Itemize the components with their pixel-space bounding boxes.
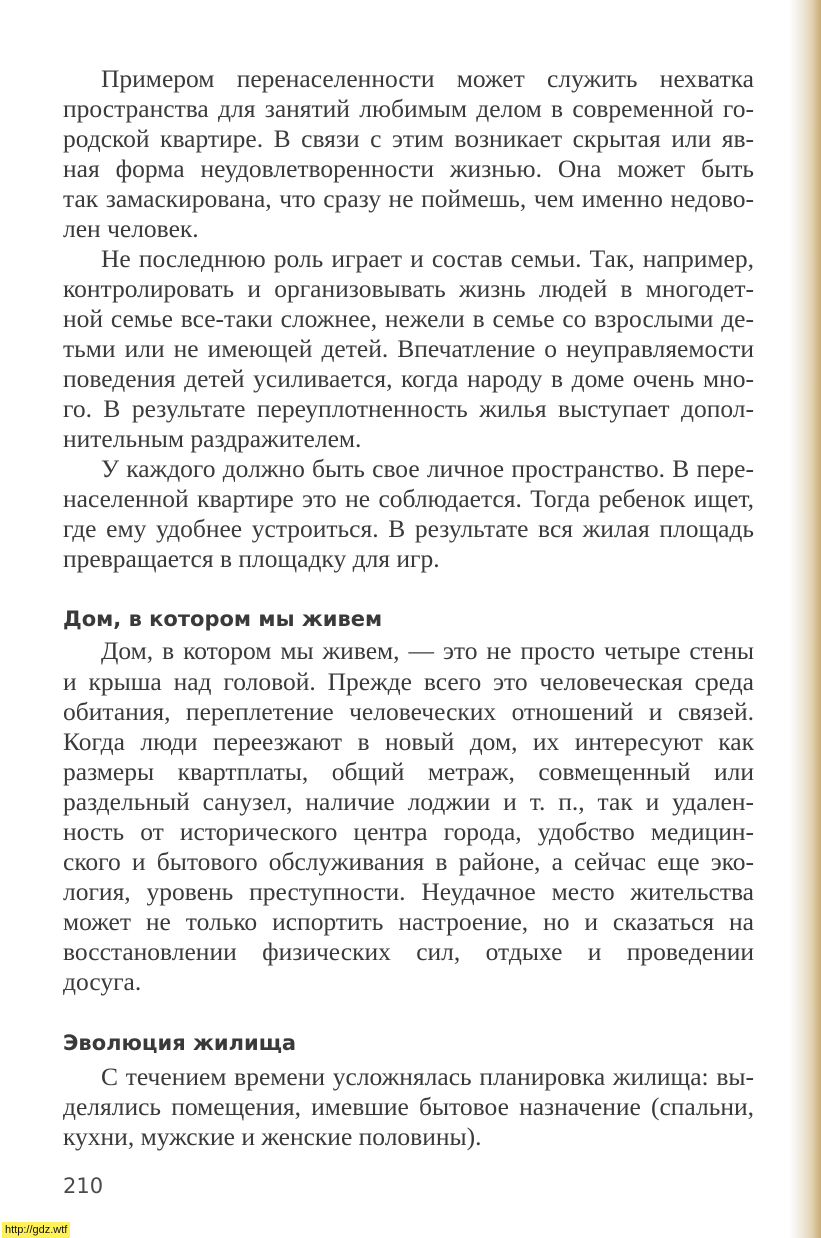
text-line: ной семье все-таки сложнее, нежели в семье со взрослыми де-	[63, 304, 754, 333]
site-link[interactable]: http://gdz.wtf	[2, 1222, 70, 1238]
text-line: ского и бытового обслуживания в районе, а сейчас еще эко-	[63, 847, 754, 876]
text-line: С течением времени усложнялась планировка жилища: вы-	[101, 1062, 754, 1091]
text-line: восстановлении физических сил, отдыхе и проведении	[63, 937, 754, 966]
text-line: Примером перенаселенности может служить нехватка	[101, 64, 754, 93]
section-heading-evolution: Эволюция жилища	[63, 1031, 297, 1055]
text-line: делялись помещения, имевшие бытовое назначение (спальни,	[63, 1092, 754, 1121]
text-line: го. В результате переуплотненность жилья выступает допол-	[63, 394, 754, 423]
text-line: родской квартире. В связи с этим возникает скрытая или яв-	[63, 124, 754, 153]
text-line: раздельный санузел, наличие лоджии и т. п., так и удален-	[63, 787, 754, 816]
section-heading-home: Дом, в котором мы живем	[63, 607, 383, 631]
text-line: кухни, мужские и женские половины).	[63, 1122, 482, 1151]
text-line: У каждого должно быть свое личное пространство. В пере-	[101, 454, 754, 483]
text-line: тьми или не имеющей детей. Впечатление о неуправляемости	[63, 334, 754, 363]
text-line: Когда люди переезжают в новый дом, их интересуют как	[63, 727, 754, 756]
text-line: обитания, переплетение человеческих отношений и связей.	[63, 697, 754, 726]
text-line: ная форма неудовлетворенности жизнью. Она может быть	[63, 154, 754, 183]
text-line: контролировать и организовывать жизнь людей в многодет-	[63, 274, 754, 303]
text-line: превращается в площадку для игр.	[63, 544, 440, 573]
text-line: так замаскирована, что сразу не поймешь, чем именно недово-	[63, 184, 754, 213]
text-line: пространства для занятий любимым делом в современной го-	[63, 94, 754, 123]
text-line: Дом, в котором мы живем, — это не просто четыре стены	[101, 636, 754, 665]
text-line: логия, уровень преступности. Неудачное место жительства	[63, 877, 754, 906]
text-line: лен человек.	[63, 214, 199, 243]
text-line: и крыша над головой. Прежде всего это человеческая среда	[63, 667, 754, 696]
text-line: размеры квартплаты, общий метраж, совмещенный или	[63, 757, 754, 786]
text-line: Не последнюю роль играет и состав семьи. Так, например,	[101, 244, 754, 273]
text-line: населенной квартире это не соблюдается. Тогда ребенок ищет,	[63, 484, 754, 513]
text-line: досуга.	[63, 967, 142, 996]
text-line: поведения детей усиливается, когда народу в доме очень мно-	[63, 364, 754, 393]
text-line: нительным раздражителем.	[63, 424, 362, 453]
text-line: может не только испортить настроение, но и сказаться на	[63, 907, 754, 936]
text-line: ность от исторического центра города, удобство медицин-	[63, 817, 754, 846]
text-line: где ему удобнее устроиться. В результате вся жилая площадь	[63, 514, 754, 543]
page-number: 210	[63, 1174, 104, 1198]
